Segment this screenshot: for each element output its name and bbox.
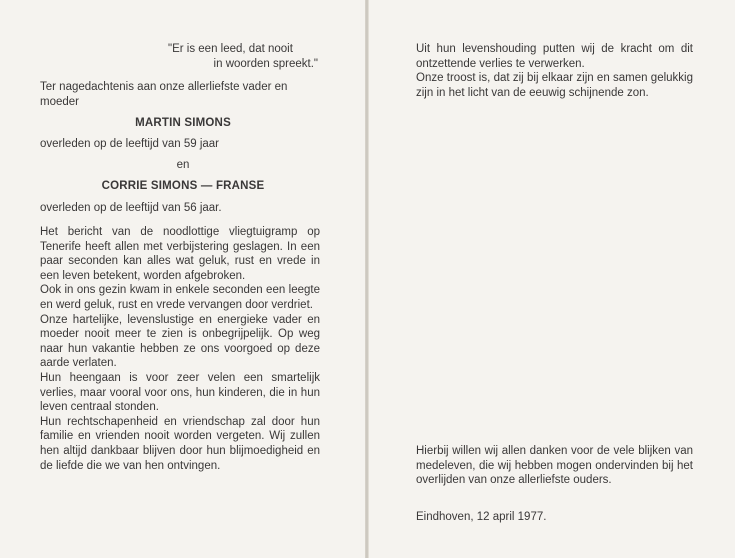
body-paragraph-2: Ook in ons gezin kwam in enkele seconden een leegte en werd geluk, rust en vrede vervangen door verdriet. <box>40 284 320 311</box>
body-paragraph-1: Het bericht van de noodlottige vliegtuigramp op Tenerife heeft allen met verbijstering geslagen. In een paar seconden kan alles wat geluk, rust en vrede in een leven betekent, worden afgebroken. <box>40 226 320 282</box>
quote-line-1: "Er is een leed, dat nooit <box>168 43 293 55</box>
person-1-age-text: overleden op de leeftijd van 59 jaar <box>40 138 220 150</box>
right-top-text <box>416 42 693 100</box>
body-paragraph-5: Hun rechtschapenheid en vriendschap zal door hun familie en vrienden nooit worden vergeten. Wij zullen hen altijd dankbaar blijven door hun blijmoedigheid en de liefde die we van hen ontvingen. <box>40 415 320 472</box>
person-2-name: CORRIE SIMONS — FRANSE <box>101 180 265 192</box>
memorial-body <box>40 225 320 473</box>
person-1-name: MARTIN SIMONS <box>135 117 231 129</box>
right-paragraph-2: Onze troost is, dat zij bij elkaar zijn en samen gelukkig zijn in het licht van de eeuwig schijnende zon. <box>416 72 693 99</box>
opening-quote <box>168 42 318 71</box>
person-2-age-text: overleden op de leeftijd van 56 jaar. <box>40 202 222 214</box>
dedication-text: Ter nagedachtenis aan onze allerliefste vader en moeder <box>40 81 288 108</box>
right-paragraph-1: Uit hun levenshouding putten wij de kracht om dit ontzettende verlies te verwerken. <box>416 43 693 70</box>
left-panel <box>0 0 366 558</box>
body-paragraph-4: Hun heengaan is voor zeer velen een smartelijk verlies, maar vooral voor ons, hun kinderen, die in hun leven centraal stonden. <box>40 371 320 414</box>
thanks-text: Hierbij willen wij allen danken voor de vele blijken van medeleven, die wij hebben mogen ondervinden bij het overlijden van onze allerliefste ouders. <box>416 445 693 487</box>
body-paragraph-3: Onze hartelijke, levenslustige en energieke vader en moeder nooit meer te zien is onbegrijpelijk. Op weg naar hun vakantie hebben ze ons voorgoed op deze aarde verlaten. <box>40 313 320 370</box>
quote-line-2: in woorden spreekt." <box>213 57 318 70</box>
conjunction-text: en <box>176 159 190 171</box>
place-date: Eindhoven, 12 april 1977. <box>416 511 547 523</box>
